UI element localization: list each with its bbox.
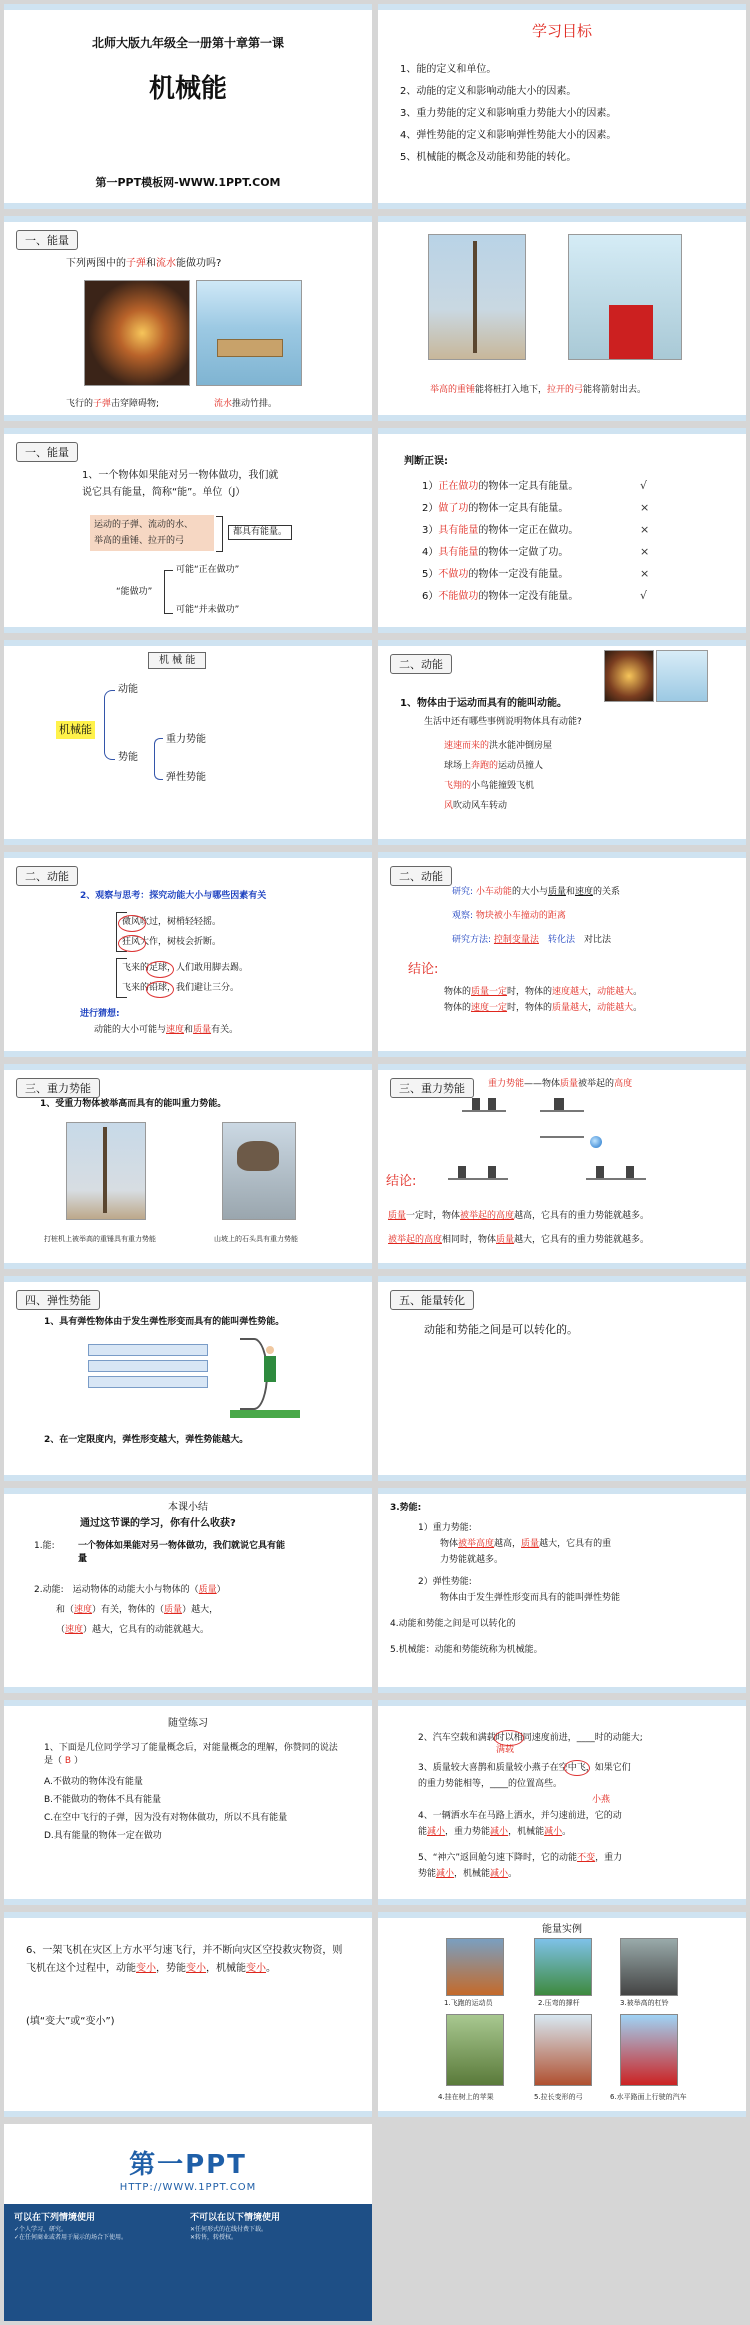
main-title: 机械能 [148, 74, 227, 104]
usage-forbidden-2: ✕转售，转授权。 [190, 2234, 238, 2241]
slide-objectives[interactable] [378, 4, 746, 209]
slide-practice-1[interactable] [4, 1700, 372, 1905]
guess-heading: 进行猜想: [80, 1009, 120, 1019]
circle-mark [564, 1760, 590, 1776]
circle-mark [146, 961, 174, 978]
practice-q3-line1: 3、质量较大喜鹊和质量较小燕子在空中飞，如果它们 [418, 1763, 631, 1773]
apparatus-shape [540, 1136, 584, 1138]
instance-caption-3: 3.被举高的杠铃 [620, 1999, 669, 2007]
usage-allowed-title: 可以在下列情境使用 [14, 2213, 96, 2223]
slide-kinetic-conclusion[interactable] [378, 852, 746, 1057]
slide-energy-examples[interactable] [378, 216, 746, 421]
elastic-label: 2）弹性势能: [418, 1577, 472, 1587]
judgement-row: 2）做了功的物体一定具有能量。 [422, 503, 569, 514]
example-football: 飞来的足球，人们敢用脚去踢。 [122, 963, 249, 973]
practice-q3-line2: 的重力势能相等，____的位置高些。 [418, 1779, 563, 1789]
summary-2-line2: 和（速度）有关，物体的（质量）越大， [56, 1605, 219, 1615]
subtitle: 北师大版九年级全一册第十章第一课 [91, 36, 284, 50]
option-not-doing: 可能“并未做功” [176, 605, 240, 615]
study-line: 研究: 小车动能的大小与质量和速度的关系 [452, 887, 621, 897]
footer-text: 第一PPT模板网-WWW.1PPT.COM [95, 176, 281, 189]
head-shape [266, 1346, 274, 1354]
practice-question: 1、下面是几位同学学习了能量概念后，对能量概念的理解，你赞同的说法是（ B ） [44, 1743, 338, 1766]
slide-practice-3[interactable] [4, 1912, 372, 2117]
kinetic-example-1: 速速而来的洪水能冲倒房屋 [444, 741, 553, 751]
instance-caption-5: 5.拉长变形的弓 [534, 2093, 583, 2101]
objective-3: 3、重力势能的定义和影响重力势能大小的因素。 [400, 108, 617, 119]
weight-shape [458, 1166, 466, 1178]
archer-image [568, 234, 682, 360]
instance-caption-6: 6.水平路面上行驶的汽车 [610, 2093, 687, 2101]
apparatus-shape [462, 1110, 506, 1112]
section-tag: 三、重力势能 [16, 1078, 100, 1098]
objective-2: 2、动能的定义和影响动能大小的因素。 [400, 86, 577, 97]
instance-caption-4: 4.挂在树上的苹果 [438, 2093, 494, 2101]
section-tag: 三、重力势能 [390, 1078, 474, 1098]
kinetic-question: 生活中还有哪些事例说明物体具有动能? [424, 717, 582, 727]
option-a: A.不做功的物体没有能量 [44, 1777, 143, 1787]
bullet-thumb [604, 650, 654, 702]
circle-mark [146, 981, 174, 998]
usage-panel [4, 2204, 372, 2321]
summary-2-line3: （速度）越大，它具有的动能就越大。 [56, 1625, 210, 1635]
judgement-row: 3）具有能量的物体一定正在做功。 [422, 525, 579, 536]
gravity-definition: 1、受重力物体被举高而具有的能叫重力势能。 [40, 1099, 227, 1109]
usage-allowed-2: ✓在任何商业或者用于展示的场合下使用。 [14, 2234, 128, 2241]
bow-image [534, 2014, 592, 2086]
summary-2-line1: 2.动能: 运动物体的动能大小与物体的（质量） [34, 1585, 226, 1595]
practice-q4-line2: 能减小，重力势能减小，机械能减小。 [418, 1827, 572, 1837]
q2-answer: 满载 [496, 1745, 515, 1755]
caption-pile: 打桩机上被举高的重锤具有重力势能 [44, 1235, 156, 1243]
option-doing: 可能“正在做功” [176, 565, 240, 575]
judgement-mark: × [640, 545, 650, 558]
tree-root: 机械能 [56, 721, 95, 739]
summary-5: 5.机械能：动能和势能统称为机械能。 [390, 1645, 543, 1655]
slide-gravity-conclusion[interactable] [378, 1064, 746, 1269]
objectives-title: 学习目标 [531, 22, 592, 40]
instances-title: 能量实例 [542, 1924, 582, 1935]
spring-shape [88, 1376, 208, 1388]
q3-answer: 小燕 [592, 1795, 611, 1805]
question: 下列两图中的子弹和流水能做功吗? [66, 258, 222, 269]
conclusion-label: 结论: [386, 1174, 417, 1189]
judgement-mark: √ [640, 479, 648, 492]
summary-3-label: 3.势能: [390, 1503, 422, 1513]
slide-energy-instances[interactable] [378, 1912, 746, 2117]
section-tag: 二、动能 [390, 866, 452, 886]
option-b: B.不能做功的物体不具有能量 [44, 1795, 162, 1805]
ball-shape [590, 1136, 602, 1148]
objective-4: 4、弹性势能的定义和影响弹性势能大小的因素。 [400, 130, 617, 141]
slide-kinetic-energy[interactable] [378, 640, 746, 845]
example-shotput: 飞来的铅球，我们避让三分。 [122, 983, 240, 993]
tree-brace-1 [104, 690, 115, 760]
elastic-rule: 2、在一定限度内，弹性形变越大，弹性势能越大。 [44, 1435, 249, 1445]
polevault-image [534, 1938, 592, 1996]
elastic-definition: 1、具有弹性物体由于发生弹性形变而具有的能叫弹性势能。 [44, 1317, 285, 1327]
spring-shape [88, 1344, 208, 1356]
slide-kinetic-factors[interactable] [4, 852, 372, 1057]
car-image [620, 2014, 678, 2086]
apparatus-shape [448, 1178, 508, 1180]
gravity-header: 重力势能——物体质量被举起的高度 [488, 1079, 633, 1089]
gravity-line1: 物体被举高度越高，质量越大，它具有的重 [440, 1539, 612, 1549]
definition-line1: 1、一个物体如果能对另一物体做功，我们就 [82, 470, 279, 481]
judgement-mark: × [640, 523, 650, 536]
caption-rock: 山坡上的石头具有重力势能 [214, 1235, 298, 1243]
conclusion-label: 结论: [408, 962, 439, 977]
slide-summary-2[interactable] [378, 1488, 746, 1693]
practice-q5-line2: 势能减小，机械能减小。 [418, 1869, 518, 1879]
gravity-conclusion-1: 质量一定时，物体被举起的高度越高，它具有的重力势能就越多。 [388, 1211, 650, 1221]
usage-forbidden-1: ✕任何形式的在线付费下载。 [190, 2226, 268, 2233]
can-do-work-label: “能做功” [116, 587, 153, 597]
judgement-mark: × [640, 567, 650, 580]
slide-summary-1[interactable] [4, 1488, 372, 1693]
definition-line2: 说它具有能量，简称“能”。单位（J） [82, 487, 246, 498]
caption-water: 流水推动竹排。 [214, 399, 278, 409]
runner-image [446, 1938, 504, 1996]
grass-shape [230, 1410, 300, 1418]
weight-shape [488, 1166, 496, 1178]
slide-energy-definition[interactable] [4, 428, 372, 633]
weight-shape [626, 1166, 634, 1178]
archer-figure [236, 1338, 298, 1412]
gravity-label: 1）重力势能: [418, 1523, 472, 1533]
summary-1-label: 1.能: [34, 1541, 55, 1551]
caption-bullet: 飞行的子弹击穿障碍物; [66, 399, 160, 409]
slide-elastic-potential[interactable] [4, 1276, 372, 1481]
objective-5: 5、机械能的概念及动能和势能的转化。 [400, 152, 577, 163]
raft-image [196, 280, 302, 386]
raft-thumb [656, 650, 708, 702]
kinetic-example-3: 飞翔的小鸟能撞毁飞机 [444, 781, 535, 791]
practice-q6: 6、一架飞机在灾区上方水平匀速飞行，并不断向灾区空投救灾物资，则飞机在这个过程中，动能变小，势能变小，机械能变小。 [26, 1945, 343, 1974]
option-c: C.在空中飞行的子弹，因为没有对物体做功，所以不具有能量 [44, 1813, 288, 1823]
bullet-image [84, 280, 190, 386]
examples-caption: 举高的重锤能将桩打入地下，拉开的弓能将箭射出去。 [430, 385, 647, 395]
weight-shape [488, 1098, 496, 1110]
summary-question: 通过这节课的学习，你有什么收获? [80, 1518, 236, 1529]
example-breeze: 微风吹过，树梢轻轻摇。 [122, 917, 222, 927]
weight-shape [554, 1098, 564, 1110]
gravity-conclusion-2: 被举起的高度相同时，物体质量越大，它具有的重力势能就越多。 [388, 1235, 650, 1245]
practice-q2: 2、汽车空载和满载时以相同速度前进，____时的动能大; [418, 1733, 643, 1743]
slide-energy-conversion[interactable] [378, 1276, 746, 1481]
guess-line: 动能的大小可能与速度和质量有关。 [94, 1025, 239, 1035]
rock-image [222, 1122, 296, 1220]
circle-mark [118, 935, 146, 952]
slide-true-false[interactable] [378, 428, 746, 633]
practice-q5-line1: 5、“神六”返回舱匀速下降时，它的动能不变，重力 [418, 1853, 623, 1863]
slide-energy-intro[interactable] [4, 216, 372, 421]
method-line: 研究方法: 控制变量法 转化法 对比法 [452, 935, 611, 945]
slide-gravity-potential[interactable] [4, 1064, 372, 1269]
brand-logo: 第一PPT [129, 2150, 247, 2180]
tree-potential: 势能 [118, 752, 138, 763]
objective-1: 1、能的定义和单位。 [400, 64, 497, 75]
tree-elastic: 弹性势能 [166, 772, 206, 783]
conclusion-line-1: 物体的质量一定时，物体的速度越大，动能越大。 [444, 987, 643, 997]
kinetic-definition: 1、物体由于运动而具有的能叫动能。 [400, 698, 567, 709]
apparatus-shape [540, 1110, 584, 1112]
section-tag: 四、弹性势能 [16, 1290, 100, 1310]
usage-forbidden-title: 不可以在以下情境使用 [190, 2213, 281, 2223]
example-gale: 狂风大作，树枝会折断。 [122, 937, 222, 947]
body-shape [264, 1356, 276, 1382]
circle-mark [118, 915, 146, 932]
tree-kinetic: 动能 [118, 684, 138, 695]
summary-4: 4.动能和势能之间是可以转化的 [390, 1619, 516, 1629]
kinetic-example-4: 风吹动风车转动 [444, 801, 508, 811]
elastic-line: 物体由于发生弹性形变而具有的能叫弹性势能 [440, 1593, 621, 1603]
summary-1-text: 一个物体如果能对另一物体做功，我们就说它具有能量 [78, 1541, 286, 1564]
judgement-row: 6）不能做功的物体一定没有能量。 [422, 591, 579, 602]
raft-shape [217, 339, 283, 357]
brand-url: HTTP://WWW.1PPT.COM [119, 2182, 257, 2193]
slide-practice-2[interactable] [378, 1700, 746, 1905]
tree-brace-2 [154, 738, 163, 780]
weight-shape [596, 1166, 604, 1178]
section-tag: 一、能量 [16, 442, 78, 462]
all-have-energy: 都具有能量。 [228, 525, 292, 540]
slide-branding[interactable] [4, 2124, 372, 2321]
judgement-row: 4）具有能量的物体一定做了功。 [422, 547, 569, 558]
apple-image [446, 2014, 504, 2086]
option-d: D.具有能量的物体一定在做功 [44, 1831, 162, 1841]
pile-tower-shape [473, 241, 477, 353]
tree-gravity: 重力势能 [166, 734, 206, 745]
gravity-line2: 力势能就越多。 [440, 1555, 504, 1565]
instance-caption-1: 1.飞跑的运动员 [444, 1999, 493, 2007]
weight-shape [472, 1098, 480, 1110]
section-tag: 二、动能 [390, 654, 452, 674]
archer-shirt-shape [609, 305, 653, 359]
section-tag: 二、动能 [16, 866, 78, 886]
instance-caption-2: 2.压弯的撑杆 [538, 1999, 580, 2007]
spring-shape [88, 1360, 208, 1372]
usage-allowed-1: ✓个人学习、研究。 [14, 2226, 68, 2233]
apparatus-shape [586, 1178, 646, 1180]
judgement-mark: √ [640, 589, 648, 602]
slide-mechanical-energy-tree[interactable] [4, 640, 372, 845]
observe-line: 观察: 物块被小车撞动的距离 [452, 911, 566, 921]
tree-title: 机 械 能 [148, 652, 206, 669]
observe-heading: 2、观察与思考：探究动能大小与哪些因素有关 [80, 891, 267, 901]
practice-hint: (填“变大”或“变小”) [26, 2016, 115, 2027]
brace-shape-2 [164, 570, 173, 614]
judgement-row: 1）正在做功的物体一定具有能量。 [422, 481, 579, 492]
judgement-mark: × [640, 501, 650, 514]
practice-title: 随堂练习 [168, 1718, 208, 1729]
conversion-text: 动能和势能之间是可以转化的。 [424, 1323, 578, 1336]
judge-title: 判断正误: [404, 456, 448, 467]
brace-shape [216, 516, 223, 552]
kinetic-example-2: 球场上奔跑的运动员撞人 [444, 761, 544, 771]
section-tag: 一、能量 [16, 230, 78, 250]
conclusion-line-2: 物体的速度一定时，物体的质量越大，动能越大。 [444, 1003, 643, 1013]
slide-title[interactable] [4, 4, 372, 209]
pile-driver-image [428, 234, 526, 360]
rock-shape [237, 1141, 279, 1171]
pile-tower-shape [103, 1127, 107, 1213]
examples-box: 运动的子弹、流动的水、 举高的重锤、拉开的弓 [90, 515, 214, 551]
judgement-row: 5）不做功的物体一定没有能量。 [422, 569, 569, 580]
barbell-image [620, 1938, 678, 1996]
practice-q4-line1: 4、一辆洒水车在马路上洒水，并匀速前进，它的动 [418, 1811, 622, 1821]
pile-driver-image [66, 1122, 146, 1220]
summary-title: 本课小结 [168, 1502, 208, 1513]
section-tag: 五、能量转化 [390, 1290, 474, 1310]
